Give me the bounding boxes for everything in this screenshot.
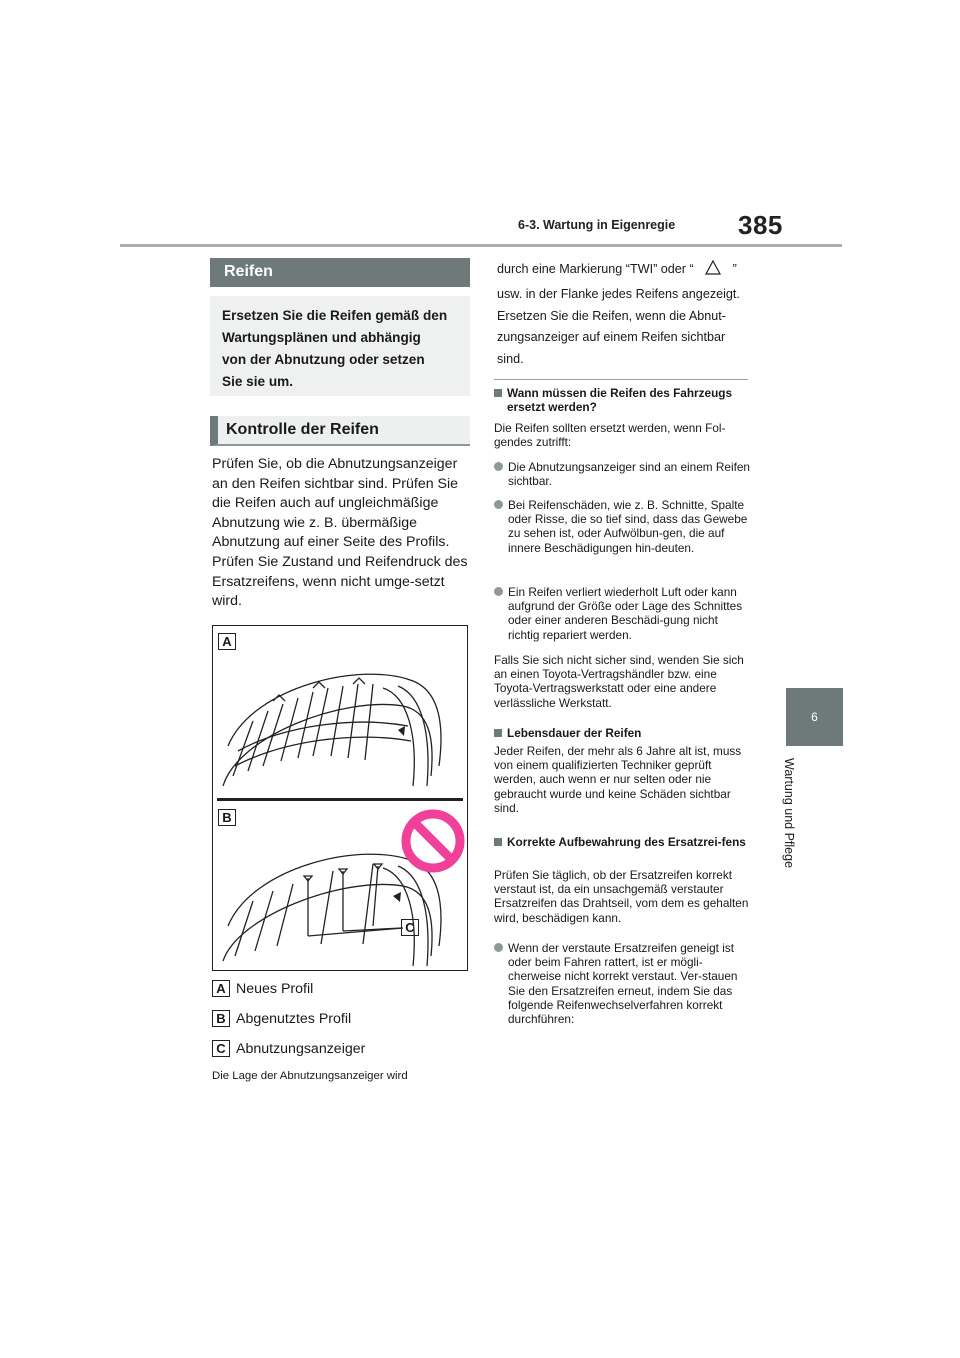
paragraph-spare: Prüfen Sie Zustand und Reifendruck des Ersatzreifens, wenn nicht umge-setzt wird.: [212, 554, 468, 609]
continued-line: usw. in der Flanke jedes Reifens angezeigt.: [497, 287, 740, 301]
list-item: Die Abnutzungsanzeiger sind an einem Reifen sichtbar.: [494, 460, 752, 488]
legend-item: [212, 980, 313, 997]
legend-text: Abnutzungsanzeiger: [236, 1040, 366, 1057]
square-bullet-icon: [494, 838, 502, 846]
main-heading: Reifen: [210, 258, 470, 287]
legend-key: C: [212, 1040, 230, 1057]
triangle-mark-icon: [705, 260, 721, 275]
paragraph: Falls Sie sich nicht sicher sind, wenden Sie sich an einen Toyota-Vertragshändler bzw. eine Toyota-Vertragswerkstatt oder eine andere verlässliche Werkstatt.: [494, 653, 744, 710]
continued-line: zungsanzeiger auf einem Reifen sichtbar: [497, 330, 726, 344]
intro-line: Sie sie um.: [222, 374, 294, 389]
tire-worn-tread: [223, 854, 441, 966]
legend-text: Abgenutztes Profil: [236, 1010, 352, 1027]
paragraph: Die Reifen sollten ersetzt werden, wenn Fol-gendes zutrifft:: [494, 421, 726, 450]
figure-caption: Die Lage der Abnutzungsanzeiger wird: [212, 1070, 408, 1082]
intro-box: [210, 296, 470, 396]
bullet-icon: [494, 943, 503, 952]
list-item: Bei Reifenschäden, wie z. B. Schnitte, Spalte oder Risse, die so tief sind, dass das Gewebe zu sehen ist, oder Aufwölbun-gen, die auf innere Beschädigungen hin-deuten.: [494, 498, 752, 555]
intro-line: von der Abnutzung oder setzen: [222, 352, 425, 367]
legend-key: B: [212, 1010, 230, 1027]
legend-item: [212, 1040, 365, 1057]
sub-heading: Kontrolle der Reifen: [210, 416, 470, 446]
chapter-number: 6: [811, 710, 818, 724]
paragraph-check: Prüfen Sie, ob die Abnutzungsanzeiger an den Reifen sichtbar sind. Prüfen Sie die Reifen auch auf ungleichmäßige Abnutzung wie z. B. übermäßige Abnutzung auf einer Seite des Profils.: [212, 456, 459, 550]
heading-tire-lifetime: Lebensdauer der Reifen: [494, 726, 752, 740]
continued-text-b: ”: [732, 262, 737, 276]
intro-line: Ersetzen Sie die Reifen gemäß den: [222, 308, 448, 323]
heading-spare-storage: Korrekte Aufbewahrung des Ersatzrei-fens: [494, 835, 752, 849]
figure-label-a: A: [218, 633, 236, 650]
chapter-tab: [786, 688, 843, 746]
continued-text-a: durch eine Markierung “TWI” oder “: [497, 262, 694, 276]
bullet-icon: [494, 500, 503, 509]
tire-new-tread: [223, 674, 441, 786]
legend-text: Neues Profil: [236, 980, 314, 997]
list-item: Ein Reifen verliert wiederholt Luft oder kann aufgrund der Größe oder Lage des Schnittes oder einer anderen Beschädi-gung nicht richtig repariert werden.: [494, 585, 752, 642]
continued-text-line: [497, 259, 753, 281]
header-rule: [120, 244, 842, 247]
paragraph: Jeder Reifen, der mehr als 6 Jahre alt ist, muss von einem qualifizierten Techniker geprüft werden, auch wenn er nur selten oder nie gebraucht wurde und keine Schäden sichtbar sind.: [494, 744, 742, 815]
intro-line: Wartungsplänen und abhängig: [222, 330, 421, 345]
figure-label-b: B: [218, 809, 236, 826]
figure-divider: [217, 798, 463, 801]
paragraph: Prüfen Sie täglich, ob der Ersatzreifen korrekt verstaut ist, da ein unsachgemäß verstauter Ersatzreifen das Drahtseil, vom dem es gehalten wird, beschädigen kann.: [494, 868, 749, 925]
figure-label-c: C: [401, 919, 419, 936]
twi-triangle-a: [398, 726, 405, 736]
chapter-title-vertical: [784, 758, 814, 880]
twi-triangle-b: [393, 892, 401, 902]
continued-line: Ersetzen Sie die Reifen, wenn die Abnut-: [497, 308, 726, 323]
list-item: Wenn der verstaute Ersatzreifen geneigt ist oder beim Fahren rattert, ist er mögli-cherweise nicht korrekt verstaut. Ver-stauen Sie den Ersatzreifen erneut, indem Sie das folgende Reifenwechselverfahren korrekt durchführen:: [494, 941, 752, 1026]
tire-illustration: [213, 626, 467, 970]
section-rule: [494, 379, 748, 380]
continued-line: sind.: [497, 351, 524, 366]
square-bullet-icon: [494, 389, 502, 397]
prohibition-sign-icon: [406, 814, 460, 868]
legend-key: A: [212, 980, 230, 997]
square-bullet-icon: [494, 729, 502, 737]
tire-tread-figure: [212, 625, 468, 971]
heading-when-replace: Wann müssen die Reifen des Fahrzeugs ersetzt werden?: [494, 386, 752, 414]
page-number: 385: [738, 210, 783, 240]
section-title: 6-3. Wartung in Eigenregie: [518, 218, 676, 232]
bullet-icon: [494, 462, 503, 471]
continued-text: [497, 284, 753, 370]
legend-item: [212, 1010, 351, 1027]
chapter-title: Wartung und Pflege: [782, 758, 796, 869]
bullet-icon: [494, 587, 503, 596]
